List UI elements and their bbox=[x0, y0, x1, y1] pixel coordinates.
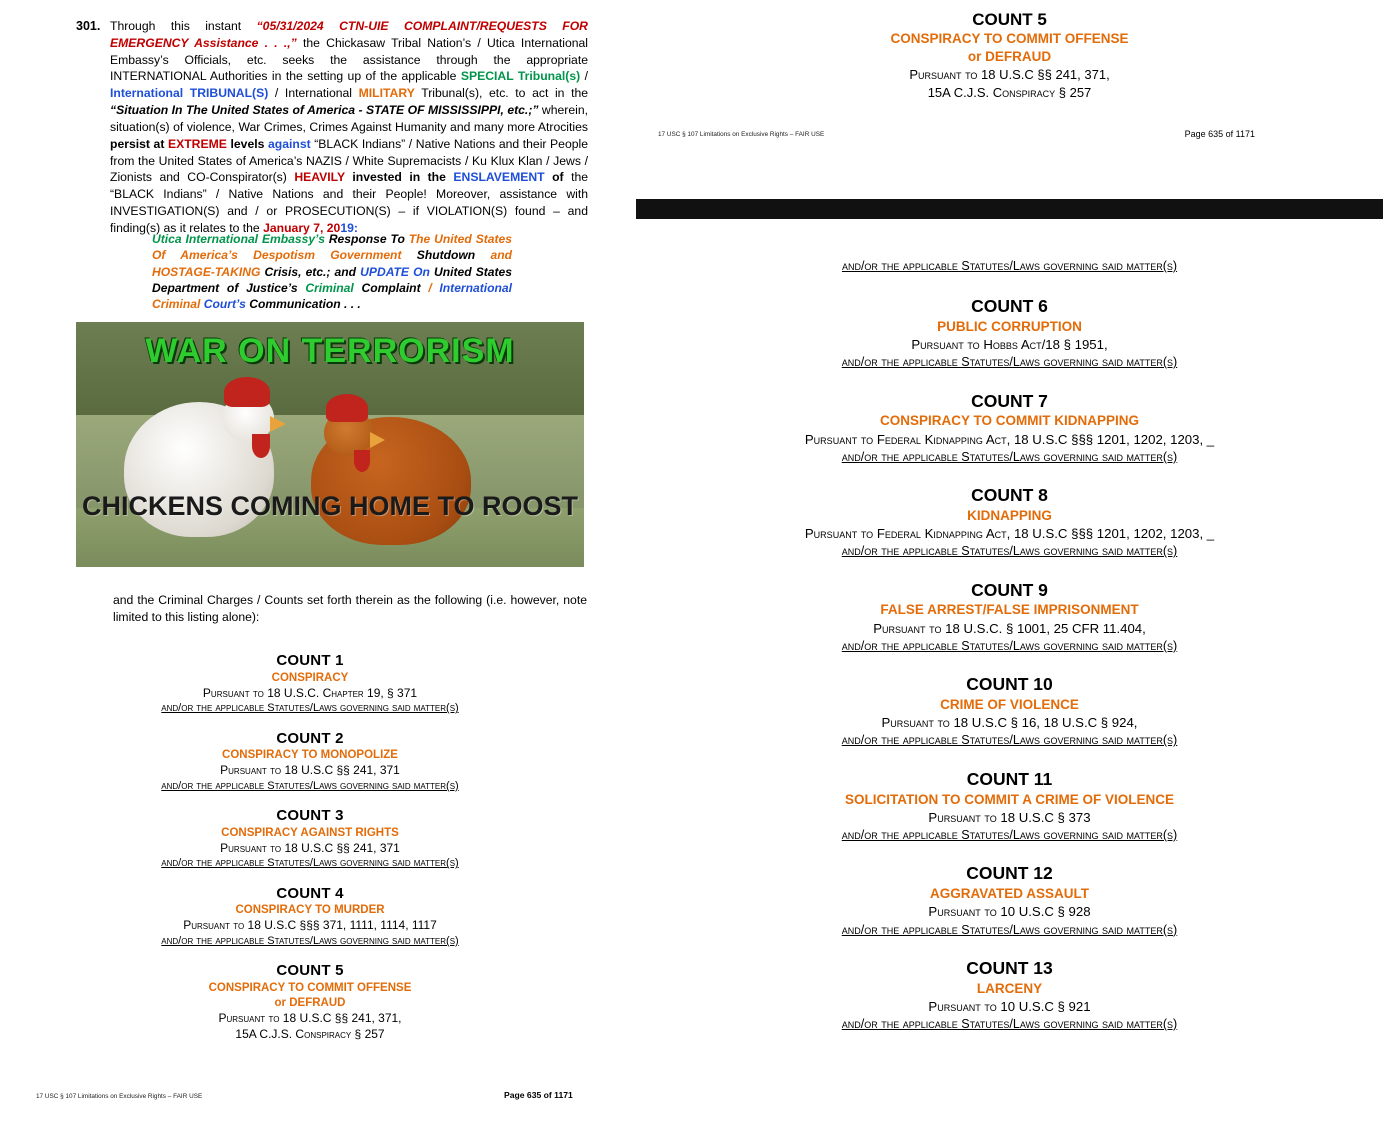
text-segment-14: Court’s bbox=[203, 297, 250, 312]
text-segment-8: United States Department of Justice’s bbox=[152, 264, 513, 295]
count-pursuant: Pursuant to Hobbs Act/18 § 1951, bbox=[911, 336, 1108, 352]
text-segment-13: Criminal bbox=[152, 297, 204, 312]
count-subtitle: KIDNAPPING bbox=[967, 507, 1052, 523]
count-block bbox=[60, 730, 560, 794]
count-pursuant: Pursuant to Federal Kidnapping Act, 18 U.S.C §§§ 1201, 1202, 1203, _ bbox=[804, 526, 1215, 542]
image-caption-text: CHICKENS COMING HOME TO ROOST bbox=[81, 491, 579, 521]
brown-chicken-wattle bbox=[354, 450, 370, 472]
count-andor-statutes: and/or the applicable Statutes/Laws governing said matter(s) bbox=[841, 733, 1178, 748]
count-pursuant: Pursuant to 18 U.S.C § 16, 18 U.S.C § 924, bbox=[881, 715, 1138, 731]
text-segment-11: persist at bbox=[110, 136, 168, 151]
count-andor-statutes: and/or the applicable Statutes/Laws governing said matter(s) bbox=[841, 1017, 1178, 1032]
embassy-response-heading bbox=[152, 231, 512, 313]
count-block bbox=[636, 295, 1383, 372]
count-pursuant: 15A C.J.S. Conspiracy § 257 bbox=[235, 1026, 385, 1041]
text-segment-4: and bbox=[490, 248, 512, 263]
image-title-text: WAR ON TERRORISM bbox=[145, 332, 515, 370]
count-block bbox=[636, 579, 1383, 656]
text-segment-19: of bbox=[544, 170, 564, 185]
count-5-pursuant-line2: 15A C.J.S. Conspiracy § 257 bbox=[927, 84, 1092, 100]
count-block bbox=[636, 390, 1383, 467]
count-andor-statutes: and/or the applicable Statutes/Laws governing said matter(s) bbox=[841, 544, 1178, 559]
count-pursuant: Pursuant to 10 U.S.C § 921 bbox=[928, 998, 1091, 1014]
count-subtitle: or DEFRAUD bbox=[274, 997, 346, 1009]
count-title: COUNT 7 bbox=[971, 390, 1048, 411]
count-block bbox=[636, 957, 1383, 1034]
text-segment-3: SPECIAL Tribunal(s) bbox=[460, 69, 581, 84]
footer-page-number-left: Page 635 of 1171 bbox=[504, 1090, 573, 1100]
count-pursuant: Pursuant to 18 U.S.C §§ 241, 371 bbox=[220, 840, 400, 855]
count-andor-statutes: and/or the applicable Statutes/Laws governing said matter(s) bbox=[841, 828, 1178, 842]
paragraph-number: 301. bbox=[76, 19, 101, 33]
count-pursuant: Pursuant to 18 U.S.C §§ 241, 371 bbox=[220, 763, 400, 778]
count-subtitle: CRIME OF VIOLENCE bbox=[940, 697, 1079, 712]
count-title: COUNT 1 bbox=[276, 652, 344, 669]
count-subtitle: CONSPIRACY TO COMMIT OFFENSE bbox=[208, 982, 412, 995]
text-segment-2: the Chickasaw Tribal Nation’s / Utica International Embassy’s Officials, etc. seeks the assistance through the appropriate INTERNATIONAL Authorities in the setting up of the applicable bbox=[110, 35, 589, 84]
paragraph-301 bbox=[76, 18, 588, 237]
count-andor-statutes: and/or the applicable Statutes/Laws governing said matter(s) bbox=[161, 935, 459, 948]
count-5-andor-continued: and/or the applicable Statutes/Laws governing said matter(s) bbox=[841, 259, 1178, 273]
count-andor-statutes: and/or the applicable Statutes/Laws governing said matter(s) bbox=[841, 922, 1178, 937]
white-chicken-comb bbox=[224, 377, 270, 407]
document-page-right-top bbox=[636, 0, 1383, 200]
count-subtitle: CONSPIRACY bbox=[271, 671, 349, 684]
count-pursuant: Pursuant to 10 U.S.C § 928 bbox=[928, 904, 1091, 920]
text-segment-1: Response To bbox=[328, 232, 409, 246]
footer-fair-use-note-left: 17 USC § 107 Limitations on Exclusive Rights – FAIR USE bbox=[36, 1093, 203, 1100]
text-segment-5: International TRIBUNAL(S) bbox=[110, 86, 269, 101]
text-segment-9: Criminal bbox=[305, 280, 362, 295]
text-segment-22: 19: bbox=[340, 220, 358, 235]
count-pursuant: Pursuant to Federal Kidnapping Act, 18 U.S.C §§§ 1201, 1202, 1203, _ bbox=[804, 431, 1215, 447]
count-block bbox=[60, 962, 560, 1042]
count-title: COUNT 13 bbox=[966, 957, 1053, 978]
text-segment-7: MILITARY bbox=[358, 86, 415, 101]
count-subtitle: CONSPIRACY TO MONOPOLIZE bbox=[222, 749, 398, 762]
footer-fair-use-note-right: 17 USC § 107 Limitations on Exclusive Rights – FAIR USE bbox=[658, 131, 825, 138]
count-title: COUNT 9 bbox=[971, 579, 1048, 600]
count-5-subtitle-line1: CONSPIRACY TO COMMIT OFFENSE bbox=[890, 31, 1129, 46]
text-segment-20: the “BLACK Indians” / Native Nations and their People! Moreover, assistance with INVESTIGATION(S) and / or PROSECUTION(S) – if VIOLATION(S) found – and finding(s) as it relates to the bbox=[110, 170, 589, 235]
count-andor-statutes: and/or the applicable Statutes/Laws governing said matter(s) bbox=[841, 449, 1178, 464]
count-block bbox=[60, 885, 560, 949]
text-segment-5: HOSTAGE-TAKING bbox=[152, 264, 265, 279]
count-andor-statutes: and/or the applicable Statutes/Laws governing said matter(s) bbox=[161, 779, 459, 792]
count-5-subtitle-line2: or DEFRAUD bbox=[967, 49, 1052, 65]
brown-chicken-beak bbox=[370, 432, 385, 448]
count-pursuant: Pursuant to 18 U.S.C §§ 241, 371, bbox=[218, 1010, 402, 1025]
text-segment-17: invested in the bbox=[344, 170, 454, 185]
text-segment-0: Through this instant bbox=[110, 19, 257, 33]
count-block bbox=[636, 484, 1383, 561]
text-segment-6: Crisis, etc.; and bbox=[264, 264, 361, 279]
count-andor-statutes: and/or the applicable Statutes/Laws governing said matter(s) bbox=[841, 638, 1178, 653]
text-segment-15: Communication . . . bbox=[249, 297, 361, 312]
count-pursuant: Pursuant to 18 U.S.C §§§ 371, 1111, 1114, 1117 bbox=[183, 918, 437, 933]
footer-page-number-right: Page 635 of 1171 bbox=[1184, 129, 1255, 139]
text-segment-9: “Situation In The United States of America - STATE OF MISSISSIPPI, etc.;” bbox=[110, 103, 539, 118]
count-block bbox=[636, 673, 1383, 750]
counts-list-right bbox=[636, 295, 1383, 1034]
count-block bbox=[636, 862, 1383, 939]
counts-list-left bbox=[60, 652, 560, 1056]
text-segment-8: Tribunal(s), etc. to act in the bbox=[414, 86, 589, 101]
count-5-pursuant-line1: Pursuant to 18 U.S.C §§ 241, 371, bbox=[909, 67, 1110, 83]
text-segment-3: Shutdown bbox=[416, 248, 491, 263]
text-segment-4: / bbox=[580, 69, 588, 84]
chickens-coming-home-to-roost-image bbox=[76, 322, 584, 567]
text-segment-0: Utica International Embassy’s bbox=[152, 232, 329, 246]
text-segment-1: “05/31/2024 CTN-UIE COMPLAINT/REQUESTS FOR EMERGENCY Assistance . . .,” bbox=[110, 19, 588, 50]
text-segment-13: levels bbox=[226, 136, 268, 151]
count-block bbox=[636, 768, 1383, 845]
count-andor-statutes: and/or the applicable Statutes/Laws governing said matter(s) bbox=[161, 857, 459, 870]
text-segment-11: / bbox=[428, 280, 440, 295]
document-page-right-bottom bbox=[636, 219, 1383, 1125]
document-page-left bbox=[0, 0, 620, 1125]
text-segment-15: “BLACK Indians” / Native Nations and their People from the United States of America’s NAZIS / White Supremacists / Ku Klux Klan / Jews / Zionists and CO-Conspirator(s) bbox=[110, 136, 588, 185]
count-title: COUNT 8 bbox=[971, 485, 1048, 506]
count-5-title: COUNT 5 bbox=[972, 10, 1047, 29]
count-title: COUNT 3 bbox=[276, 807, 344, 825]
count-subtitle: CONSPIRACY TO COMMIT KIDNAPPING bbox=[879, 413, 1140, 429]
count-title: COUNT 12 bbox=[966, 863, 1053, 884]
white-chicken-beak bbox=[270, 416, 286, 432]
text-segment-21: January 7, 20 bbox=[263, 220, 341, 235]
text-segment-18: ENSLAVEMENT bbox=[453, 170, 545, 185]
count-subtitle: FALSE ARREST/FALSE IMPRISONMENT bbox=[880, 602, 1139, 618]
count-subtitle: CONSPIRACY TO MURDER bbox=[235, 904, 385, 917]
count-subtitle: AGGRAVATED ASSAULT bbox=[930, 886, 1089, 902]
text-segment-12: EXTREME bbox=[167, 136, 227, 151]
count-pursuant: Pursuant to 18 U.S.C § 373 bbox=[928, 809, 1091, 825]
text-segment-10: wherein, situation(s) of violence, War Crimes, Crimes Against Humanity and many more Atrocities bbox=[110, 103, 589, 134]
count-title: COUNT 11 bbox=[966, 768, 1053, 789]
count-pursuant: Pursuant to 18 U.S.C. Chapter 19, § 371 bbox=[202, 685, 418, 700]
text-segment-12: International bbox=[439, 280, 512, 295]
text-segment-10: Complaint bbox=[361, 280, 429, 295]
count-andor-statutes: and/or the applicable Statutes/Laws governing said matter(s) bbox=[841, 355, 1178, 370]
white-chicken-wattle bbox=[252, 434, 270, 458]
brown-chicken-comb bbox=[326, 394, 368, 422]
count-title: COUNT 10 bbox=[966, 674, 1053, 695]
count-block bbox=[60, 652, 560, 716]
count-5-block bbox=[636, 10, 1383, 102]
text-segment-16: HEAVILY bbox=[294, 170, 345, 185]
count-title: COUNT 4 bbox=[276, 884, 344, 902]
count-title: COUNT 5 bbox=[276, 962, 344, 980]
after-figure-text: and the Criminal Charges / Counts set forth therein as the following (i.e. however, note limited to this listing alone): bbox=[113, 593, 587, 624]
text-segment-6: / International bbox=[268, 86, 359, 101]
count-andor-statutes: and/or the applicable Statutes/Laws governing said matter(s) bbox=[161, 702, 459, 715]
count-subtitle: SOLICITATION TO COMMIT A CRIME OF VIOLENCE bbox=[845, 791, 1174, 807]
count-subtitle: CONSPIRACY AGAINST RIGHTS bbox=[221, 826, 399, 839]
count-pursuant: Pursuant to 18 U.S.C. § 1001, 25 CFR 11.404, bbox=[873, 620, 1146, 636]
text-segment-7: UPDATE On bbox=[360, 264, 434, 279]
count-subtitle: PUBLIC CORRUPTION bbox=[937, 318, 1082, 334]
paragraph-text bbox=[110, 18, 588, 237]
count-subtitle: LARCENY bbox=[976, 980, 1043, 996]
count-title: COUNT 2 bbox=[276, 729, 344, 747]
count-block bbox=[60, 807, 560, 871]
count-title: COUNT 6 bbox=[971, 296, 1048, 316]
text-segment-14: against bbox=[267, 136, 311, 151]
text-segment-2: The United States Of America’s Despotism Government bbox=[152, 232, 512, 263]
